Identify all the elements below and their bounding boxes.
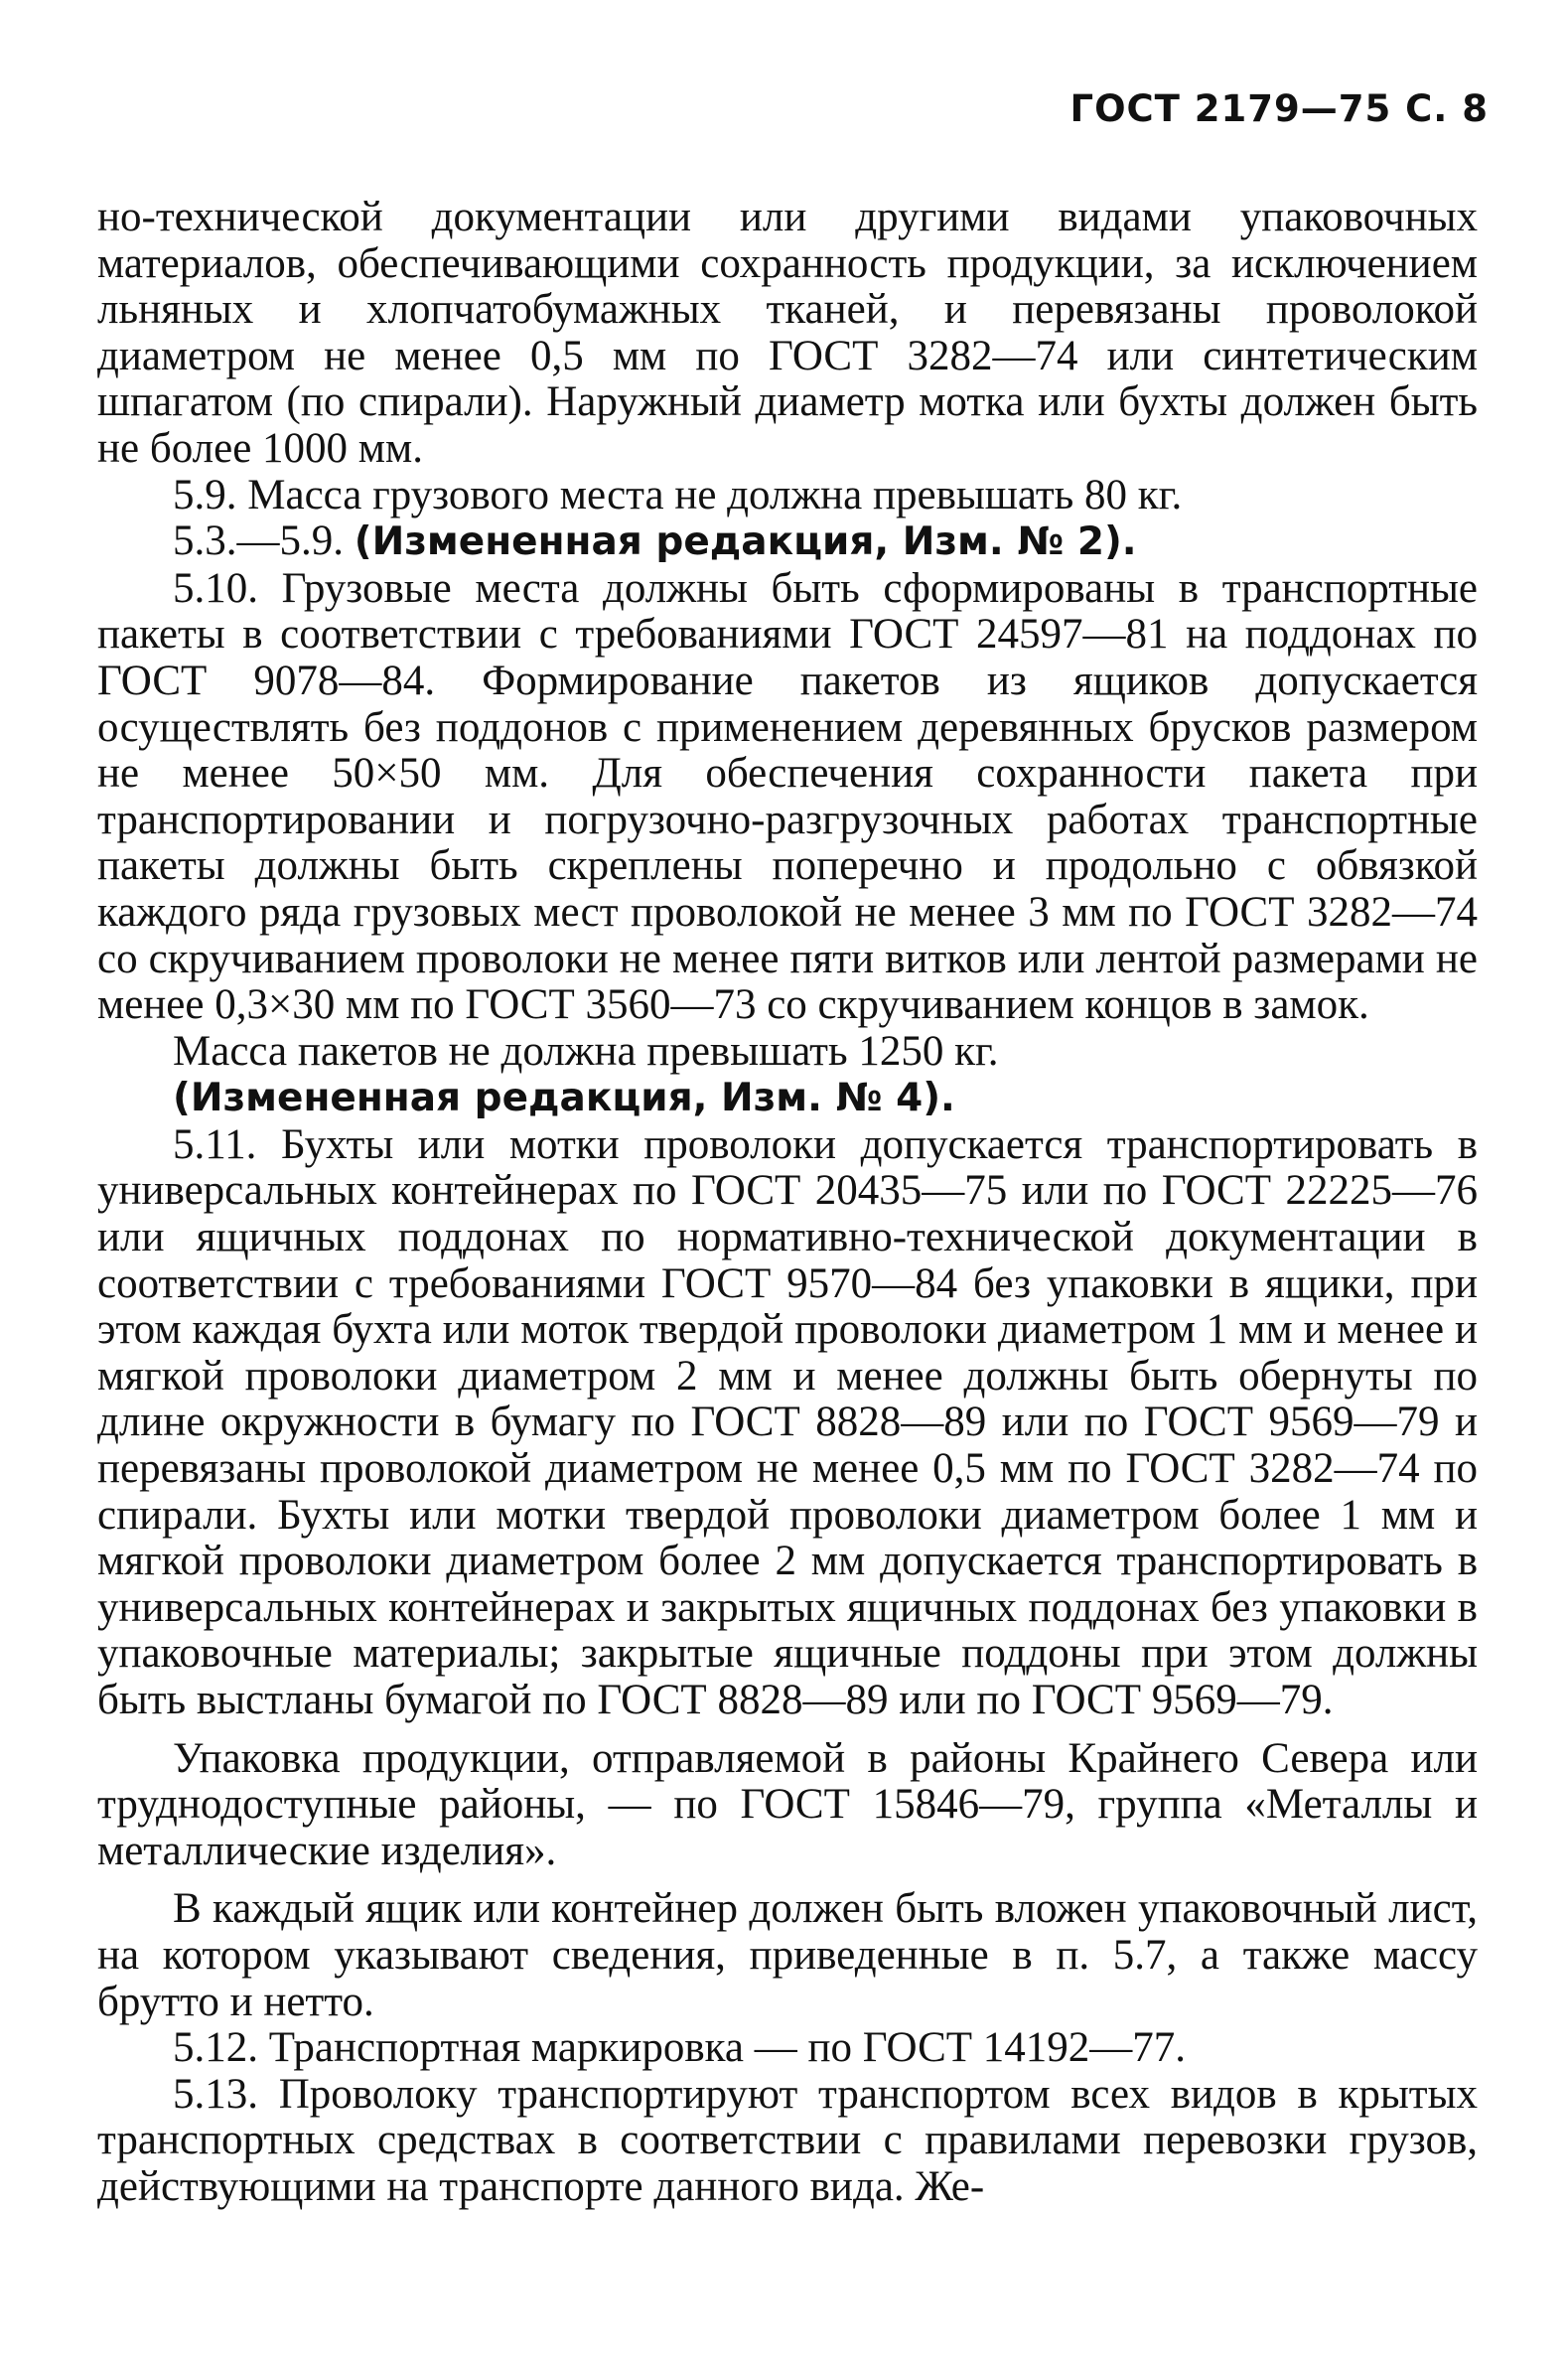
paragraph-5-12: 5.12. Транспортная маркировка — по ГОСТ 14192—77. (173, 2024, 1187, 2072)
paragraph-amendment-4 (97, 1075, 1478, 1122)
page-header: ГОСТ 2179—75 С. 8 (1069, 87, 1489, 130)
note-prefix: 5.3.—5.9. (173, 517, 355, 565)
paragraph-5-11: 5.11. Бухты или мотки проволоки допускается транспортировать в универсальных контейнерах по ГОСТ 20435—75 или по ГОСТ 22225—76 или ящичных поддонах по нормативно-технической документации в соответствии с требованиями ГОСТ 9570—84 без упаковки в ящики, при этом каждая бухта или моток твердой проволоки диаметром 1 мм и менее и мягкой проволоки диаметром 2 мм и менее должны быть обернуты по длине окружности в бумагу по ГОСТ 8828—89 или по ГОСТ 9569—79 и перевязаны проволокой диаметром не менее 0,5 мм по ГОСТ 3282—74 по спирали. Бухты или мотки твердой проволоки диаметром более 1 мм и мягкой проволоки диаметром более 2 мм допускается транспортировать в универсальных контейнерах и закрытых ящичных поддонах без упаковки в упаковочные материалы; закрытые ящичные поддоны при этом должны быть выстланы бумагой по ГОСТ 8828—89 или по ГОСТ 9569—79. (97, 1120, 1478, 1723)
amendment-note: (Измененная редакция, Изм. № 4). (173, 1076, 955, 1121)
paragraph-packing-list: В каждый ящик или контейнер должен быть вложен упаковочный лист, на котором указывают сведения, приведенные в п. 5.7, а также массу брутто и нетто. (97, 1885, 1478, 2025)
paragraph-5-3-5-9-note (97, 518, 1478, 566)
paragraph-pallet-mass: Масса пакетов не должна превышать 1250 кг. (173, 1027, 999, 1075)
document-body (97, 195, 1478, 2211)
paragraph-5-9: 5.9. Масса грузового места не должна превышать 80 кг. (173, 471, 1183, 518)
paragraph-far-north-packaging: Упаковка продукции, отправляемой в районы Крайнего Севера или труднодоступные районы, — по ГОСТ 15846—79, группа «Металлы и металлические изделия». (97, 1734, 1478, 1874)
paragraph-5-10: 5.10. Грузовые места должны быть сформированы в транспортные пакеты в соответствии с требованиями ГОСТ 24597—81 на поддонах по ГОСТ 9078—84. Формирование пакетов из ящиков допускается осуществлять без поддонов с применением деревянных брусков размером не менее 50×50 мм. Для обеспечения сохранности пакета при транспортировании и погрузочно-разгрузочных работах транспортные пакеты должны быть скреплены поперечно и продольно с обвязкой каждого ряда грузовых мест проволокой не менее 3 мм по ГОСТ 3282—74 со скручиванием проволоки не менее пяти витков или лентой размерами не менее 0,3×30 мм по ГОСТ 3560—73 со скручиванием концов в замок. (97, 564, 1478, 1029)
amendment-note: (Измененная редакция, Изм. № 2). (354, 519, 1137, 565)
paragraph-continuation: но-технической документации или другими видами упаковочных материалов, обеспечивающими сохранность продукции, за исключением льняных и хлопчатобумажных тканей, и перевязаны проволокой диаметром не менее 0,5 мм по ГОСТ 3282—74 или синтетическим шпагатом (по спирали). Наружный диаметр мотка или бухты должен быть не более 1000 мм. (97, 194, 1478, 472)
paragraph-5-13: 5.13. Проволоку транспортируют транспортом всех видов в крытых транспортных средствах в соответствии с правилами перевозки грузов, действующими на транспорте данного вида. Же- (97, 2070, 1478, 2210)
